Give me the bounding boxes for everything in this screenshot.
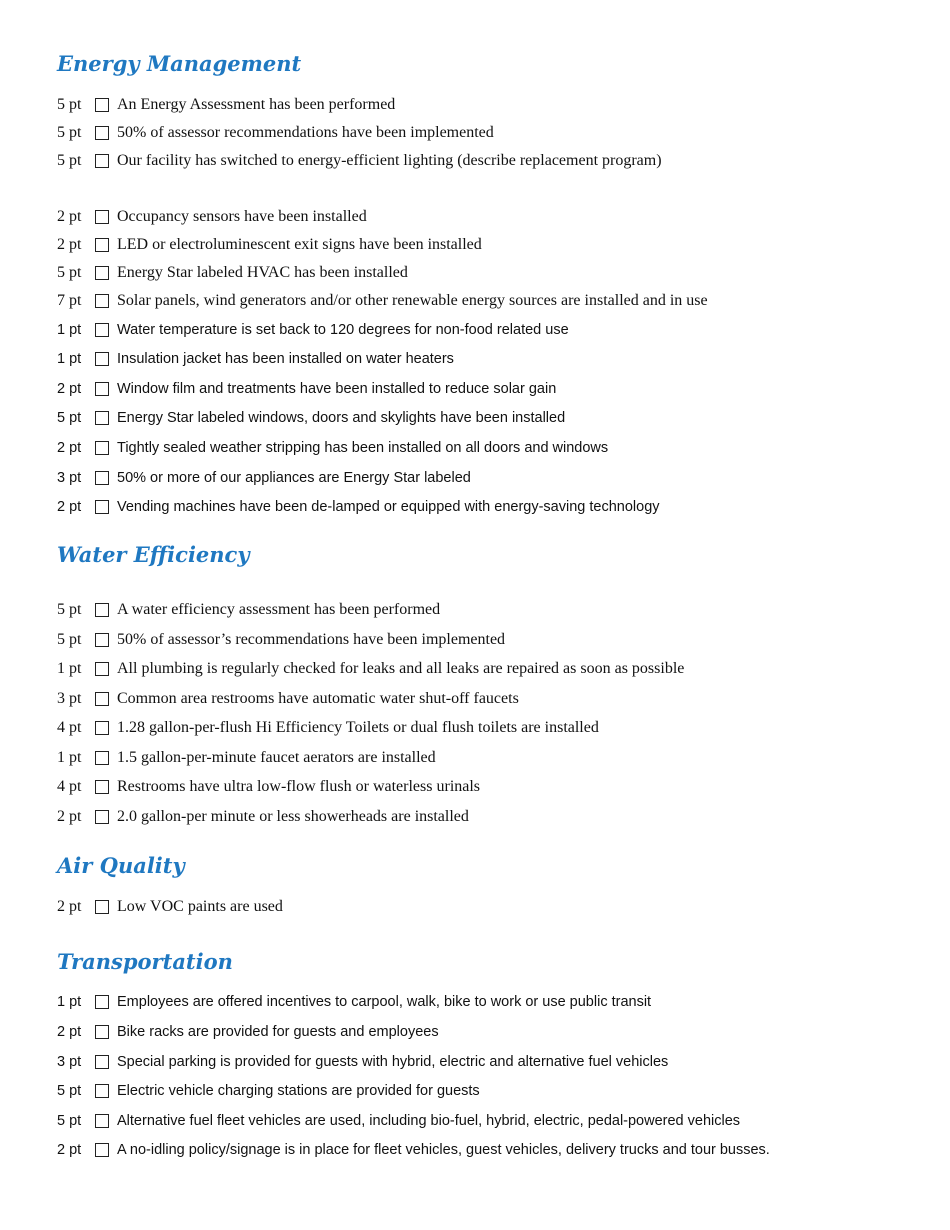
checkbox[interactable] — [95, 810, 109, 824]
checklist-item — [57, 746, 436, 770]
checklist-item — [57, 1138, 770, 1162]
checklist-item — [57, 657, 684, 681]
points-label: 2 pt — [57, 898, 82, 915]
points-label: 5 pt — [57, 1083, 82, 1099]
item-text: 1.5 gallon-per-minute faucet aerators are installed — [117, 749, 436, 766]
item-text: LED or electroluminescent exit signs have been installed — [117, 236, 482, 253]
checkbox[interactable] — [95, 721, 109, 735]
checkbox[interactable] — [95, 411, 109, 425]
checkbox[interactable] — [95, 751, 109, 765]
checklist-item — [57, 598, 440, 622]
checklist-item — [57, 1050, 668, 1074]
checklist-item — [57, 289, 708, 313]
checkbox[interactable] — [95, 1055, 109, 1069]
points-label: 5 pt — [57, 96, 82, 113]
checkbox[interactable] — [95, 692, 109, 706]
points-label: 2 pt — [57, 499, 82, 515]
item-text: 50% or more of our appliances are Energy Star labeled — [117, 470, 471, 486]
points-label: 2 pt — [57, 1024, 82, 1040]
item-text: Vending machines have been de-lamped or equipped with energy-saving technology — [117, 499, 660, 515]
checklist-item — [57, 628, 505, 652]
points-label: 2 pt — [57, 440, 82, 456]
item-text: A water efficiency assessment has been performed — [117, 601, 441, 618]
item-text: Solar panels, wind generators and/or other renewable energy sources are installed and in use — [117, 292, 708, 309]
checkbox[interactable] — [95, 441, 109, 455]
checklist-item — [57, 318, 569, 342]
item-text: Low VOC paints are used — [117, 898, 283, 915]
points-label: 2 pt — [57, 208, 82, 225]
points-label: 5 pt — [57, 264, 82, 281]
checklist-item — [57, 205, 367, 229]
checkbox[interactable] — [95, 323, 109, 337]
checklist-item — [57, 805, 469, 829]
item-text: 50% of assessor’s recommendations have been implemented — [117, 631, 506, 648]
checklist-item — [57, 149, 662, 173]
section-title-energy-management: Energy Management — [57, 51, 302, 76]
checkbox[interactable] — [95, 500, 109, 514]
checkbox[interactable] — [95, 900, 109, 914]
item-text: A no-idling policy/signage is in place for fleet vehicles, guest vehicles, delivery trucks and tour busses. — [117, 1142, 770, 1158]
checklist-item — [57, 1109, 740, 1133]
item-text: Restrooms have ultra low-flow flush or waterless urinals — [117, 778, 481, 795]
checklist-item — [57, 1020, 439, 1044]
item-text: Window film and treatments have been installed to reduce solar gain — [117, 381, 557, 397]
item-text: Employees are offered incentives to carpool, walk, bike to work or use public transit — [117, 994, 652, 1010]
checkbox[interactable] — [95, 603, 109, 617]
points-label: 2 pt — [57, 381, 82, 397]
item-text: Electric vehicle charging stations are provided for guests — [117, 1083, 480, 1099]
item-text: Energy Star labeled HVAC has been installed — [117, 264, 408, 281]
item-text: Special parking is provided for guests with hybrid, electric and alternative fuel vehicles — [117, 1054, 669, 1070]
points-label: 3 pt — [57, 1054, 82, 1070]
checklist-item — [57, 436, 608, 460]
points-label: 1 pt — [57, 351, 82, 367]
checklist-item — [57, 895, 283, 919]
checkbox[interactable] — [95, 266, 109, 280]
points-label: 2 pt — [57, 1142, 82, 1158]
checklist-item — [57, 121, 494, 145]
checkbox[interactable] — [95, 154, 109, 168]
section-title-transportation: Transportation — [57, 949, 233, 974]
item-text: An Energy Assessment has been performed — [117, 96, 396, 113]
points-label: 5 pt — [57, 152, 82, 169]
item-text: Energy Star labeled windows, doors and skylights have been installed — [117, 410, 566, 426]
item-text: 2.0 gallon-per minute or less showerheads are installed — [117, 808, 469, 825]
checkbox[interactable] — [95, 294, 109, 308]
checklist-item — [57, 990, 651, 1014]
points-label: 4 pt — [57, 778, 82, 795]
checklist-item — [57, 93, 395, 117]
checklist-item — [57, 466, 471, 490]
item-text: Our facility has switched to energy-efficient lighting (describe replacement program) — [117, 152, 662, 169]
points-label: 5 pt — [57, 631, 82, 648]
points-label: 3 pt — [57, 470, 82, 486]
points-label: 5 pt — [57, 410, 82, 426]
checklist-item — [57, 377, 556, 401]
checkbox[interactable] — [95, 352, 109, 366]
checklist-item — [57, 233, 482, 257]
points-label: 1 pt — [57, 660, 82, 677]
checklist-item — [57, 261, 408, 285]
section-title-air-quality: Air Quality — [57, 853, 185, 878]
points-label: 4 pt — [57, 719, 82, 736]
checkbox[interactable] — [95, 1143, 109, 1157]
points-label: 7 pt — [57, 292, 82, 309]
checkbox[interactable] — [95, 780, 109, 794]
item-text: All plumbing is regularly checked for leaks and all leaks are repaired as soon as possible — [117, 660, 685, 677]
points-label: 2 pt — [57, 808, 82, 825]
item-text: Water temperature is set back to 120 degrees for non-food related use — [117, 322, 569, 338]
points-label: 1 pt — [57, 749, 82, 766]
points-label: 3 pt — [57, 690, 82, 707]
checkbox[interactable] — [95, 382, 109, 396]
checkbox[interactable] — [95, 995, 109, 1009]
checkbox[interactable] — [95, 1025, 109, 1039]
item-text: 1.28 gallon-per-flush Hi Efficiency Toilets or dual flush toilets are installed — [117, 719, 599, 736]
checklist-item — [57, 1079, 480, 1103]
points-label: 1 pt — [57, 322, 82, 338]
checkbox[interactable] — [95, 210, 109, 224]
item-text: Alternative fuel fleet vehicles are used, including bio-fuel, hybrid, electric, pedal-powered vehicles — [117, 1113, 741, 1129]
checklist-item — [57, 716, 599, 740]
points-label: 2 pt — [57, 236, 82, 253]
checkbox[interactable] — [95, 98, 109, 112]
points-label: 5 pt — [57, 124, 82, 141]
checkbox[interactable] — [95, 238, 109, 252]
section-title-water-efficiency: Water Efficiency — [57, 542, 250, 567]
checklist-item — [57, 687, 519, 711]
points-label: 1 pt — [57, 994, 82, 1010]
points-label: 5 pt — [57, 1113, 82, 1129]
checklist-item — [57, 347, 454, 371]
checkbox[interactable] — [95, 1084, 109, 1098]
item-text: Common area restrooms have automatic water shut-off faucets — [117, 690, 519, 707]
points-label: 5 pt — [57, 601, 82, 618]
checkbox[interactable] — [95, 126, 109, 140]
item-text: Occupancy sensors have been installed — [117, 208, 367, 225]
checklist-item — [57, 775, 480, 799]
item-text: 50% of assessor recommendations have been implemented — [117, 124, 494, 141]
item-text: Insulation jacket has been installed on water heaters — [117, 351, 454, 367]
checkbox[interactable] — [95, 1114, 109, 1128]
item-text: Bike racks are provided for guests and employees — [117, 1024, 439, 1040]
checkbox[interactable] — [95, 471, 109, 485]
item-text: Tightly sealed weather stripping has been installed on all doors and windows — [117, 440, 609, 456]
checkbox[interactable] — [95, 662, 109, 676]
checklist-item — [57, 406, 565, 430]
checkbox[interactable] — [95, 633, 109, 647]
checklist-item — [57, 495, 660, 519]
